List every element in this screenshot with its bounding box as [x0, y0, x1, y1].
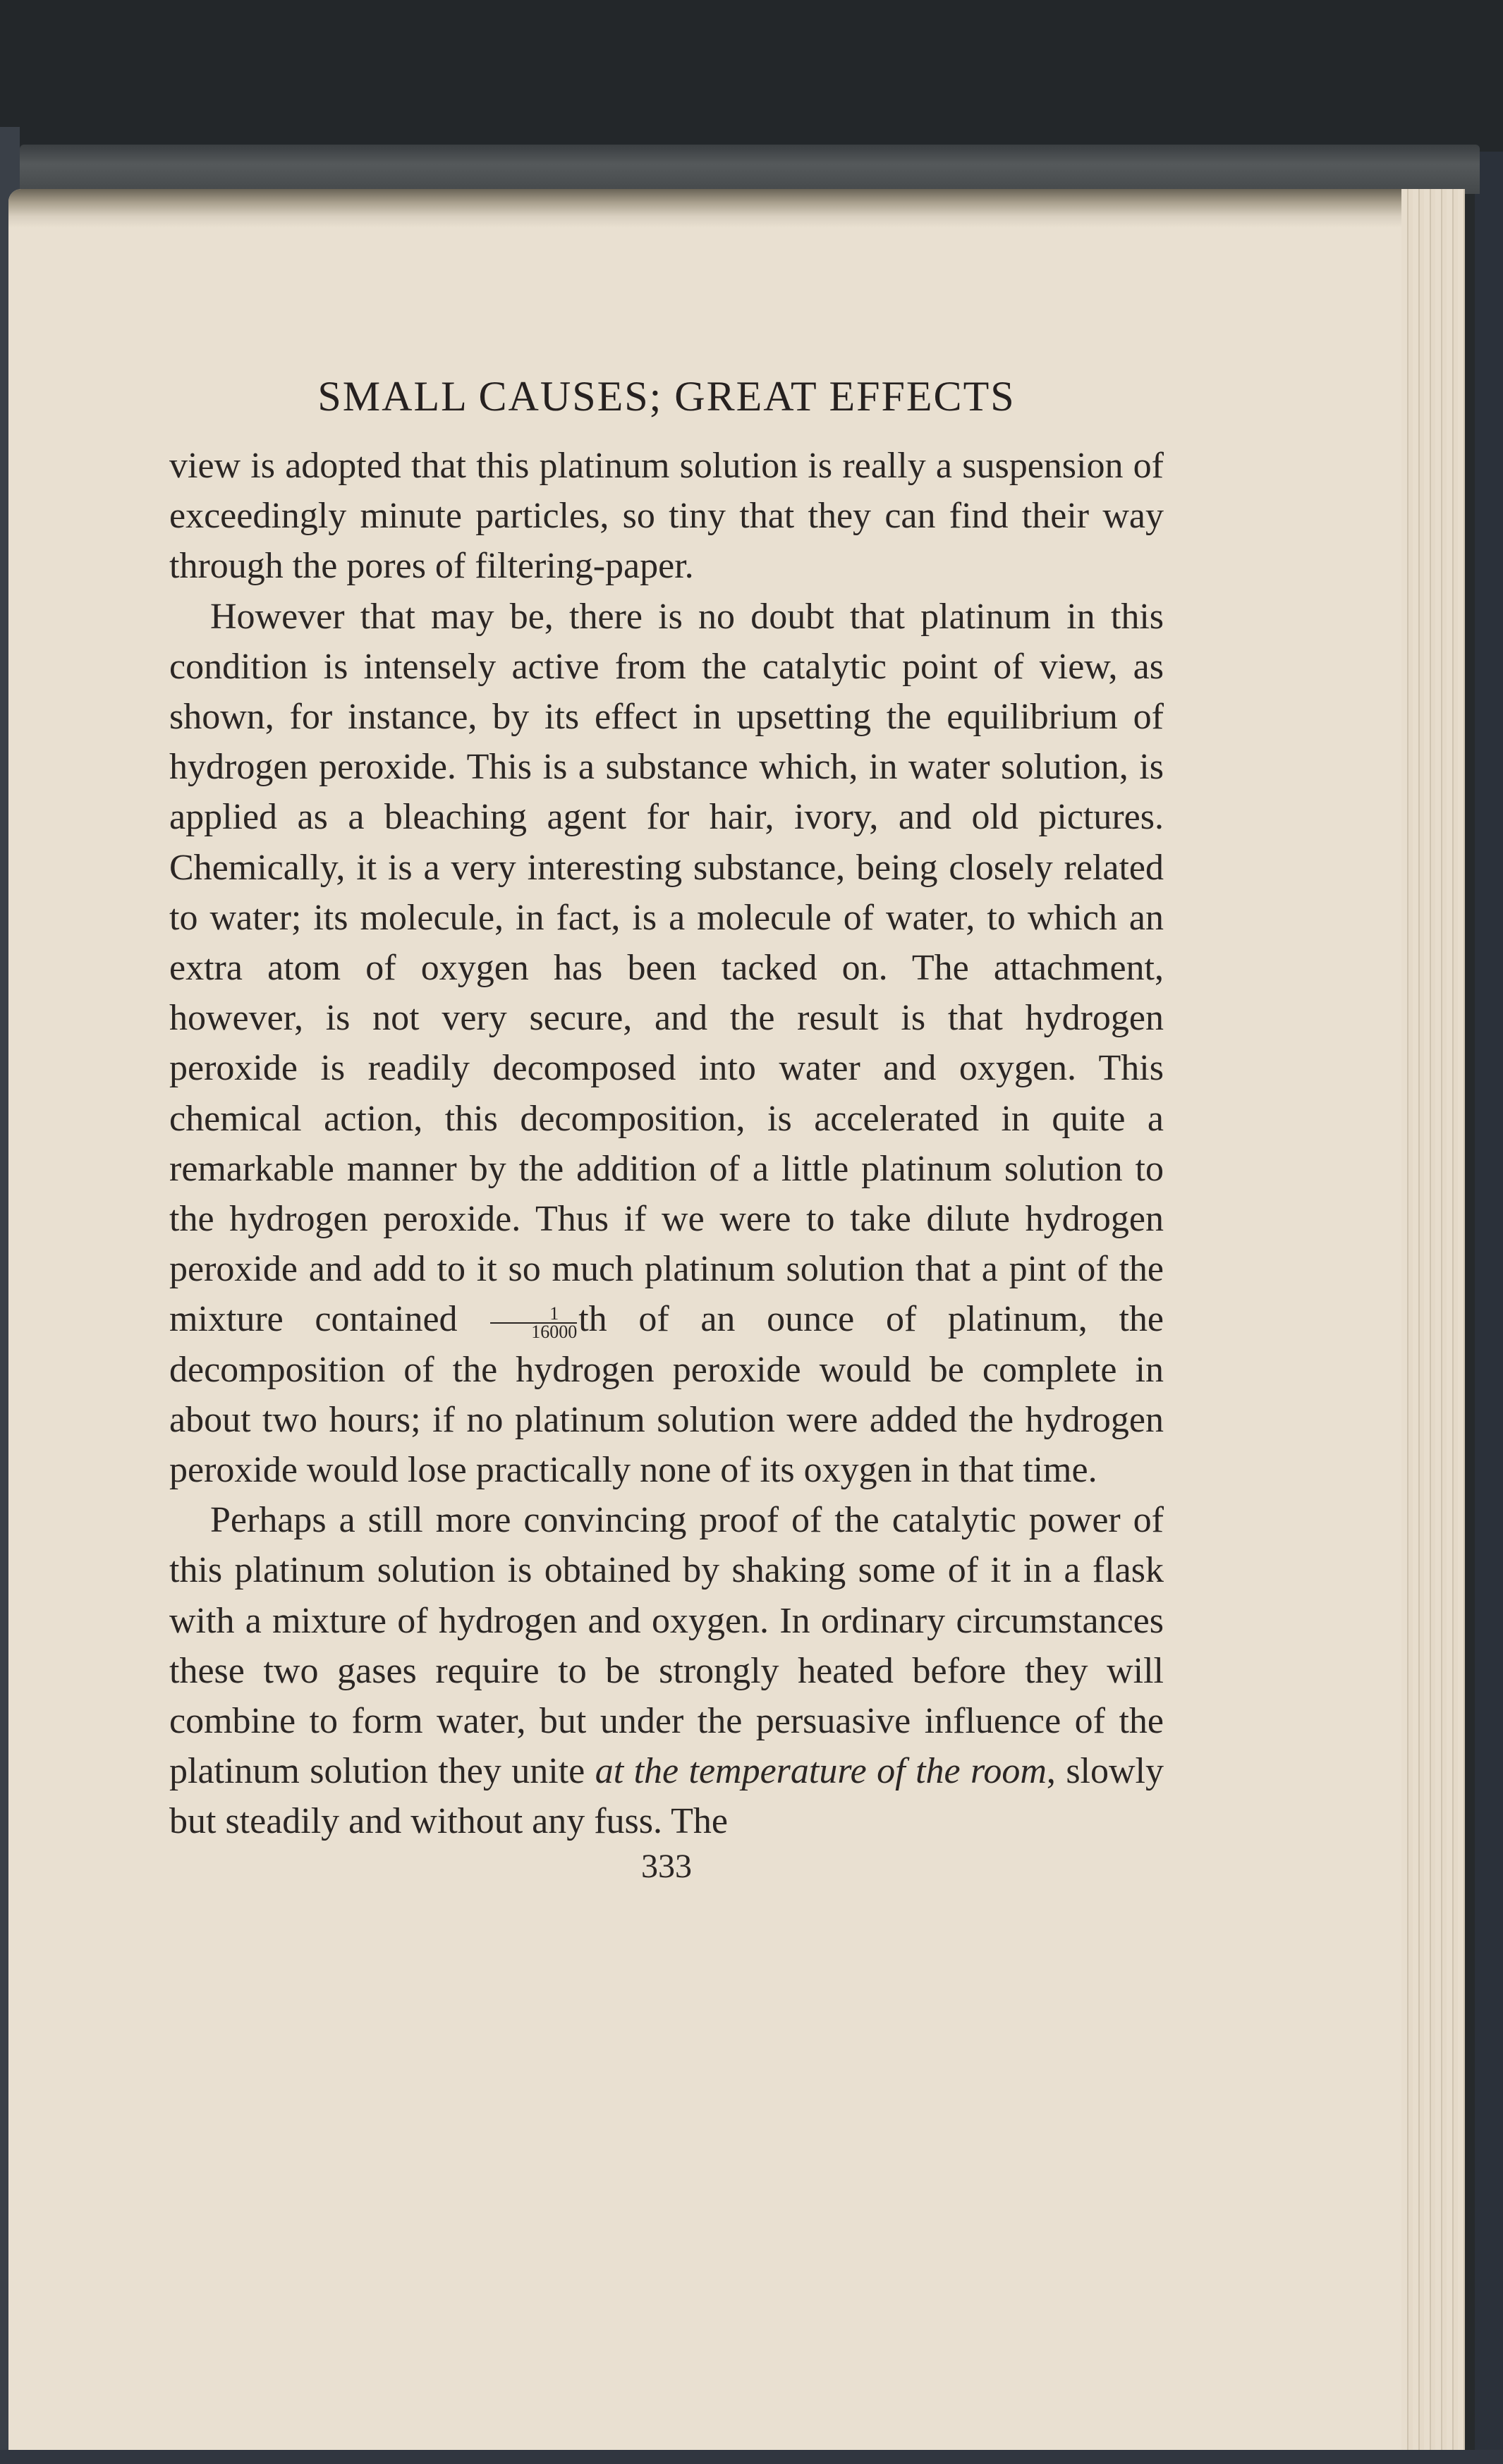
page-content — [169, 372, 1164, 1886]
running-head: SMALL CAUSES; GREAT EFFECTS — [317, 373, 1016, 420]
paragraph-1: view is adopted that this platinum solution is really a suspension of exceedingly minute particles, so tiny that they can find their way through the pores of filtering-paper. — [169, 446, 1164, 587]
paragraph-2-text-b: th of an ounce of platinum, the decomposition of the hydrogen peroxide would be complete in about two hours; if no platinum solution were added the hydrogen peroxide would lose practically none of its oxygen in that time. — [169, 1299, 1164, 1491]
fraction-numerator: 1 — [490, 1305, 577, 1324]
page-fore-edge — [1401, 189, 1465, 2450]
paragraph-3-text-b: , slowly but steadily and without any fuss. The — [169, 1751, 1164, 1842]
paragraph-2-text-a: However that may be, there is no doubt that platinum in this condition is intensely active from the catalytic point of view, as shown, for instance, by its effect in upsetting the equilibrium of hydrogen peroxide. This is a substance which, in water solution, is applied as a bleaching agent for hair, ivory, and old pictures. Chemically, it is a very interesting substance, being closely related to water; its molecule, in fact, is a molecule of water, to which an extra atom of oxygen has been tacked on. The attachment, however, is not very secure, and the result is that hydrogen peroxide is readily decomposed into water and oxygen. This chemical action, this decomposition, is accelerated in quite a remarkable manner by the addition of a little platinum solution to the hydrogen peroxide. Thus if we were to take dilute hydrogen peroxide and add to it so much platinum solution that a pint of the mixture contained — [169, 596, 1164, 1340]
book-headband — [20, 145, 1480, 194]
book-cover-top — [0, 0, 1503, 152]
page-number: 333 — [641, 1847, 692, 1885]
paragraph-3 — [169, 1495, 1164, 1846]
book-cover-right — [1475, 152, 1503, 2464]
fraction — [490, 1305, 577, 1341]
page-top-shadow — [8, 189, 1465, 228]
paragraph-3-italic: at the temperature of the room — [595, 1751, 1047, 1792]
book-cover-bottom — [0, 2450, 1503, 2464]
paragraph-3-text-a: Perhaps a still more convincing proof of the catalytic power of this platinum solution is obtained by shaking some of it in a flask with a mixture of hydrogen and oxygen. In ordinary circumstances these two gases require to be strongly heated before they will combine to form water, but under the persuasive influence of the platinum solution they unite — [169, 1500, 1164, 1792]
fraction-denominator: 16000 — [531, 1321, 578, 1342]
paragraph-2 — [169, 592, 1164, 1496]
book-page — [8, 189, 1465, 2450]
